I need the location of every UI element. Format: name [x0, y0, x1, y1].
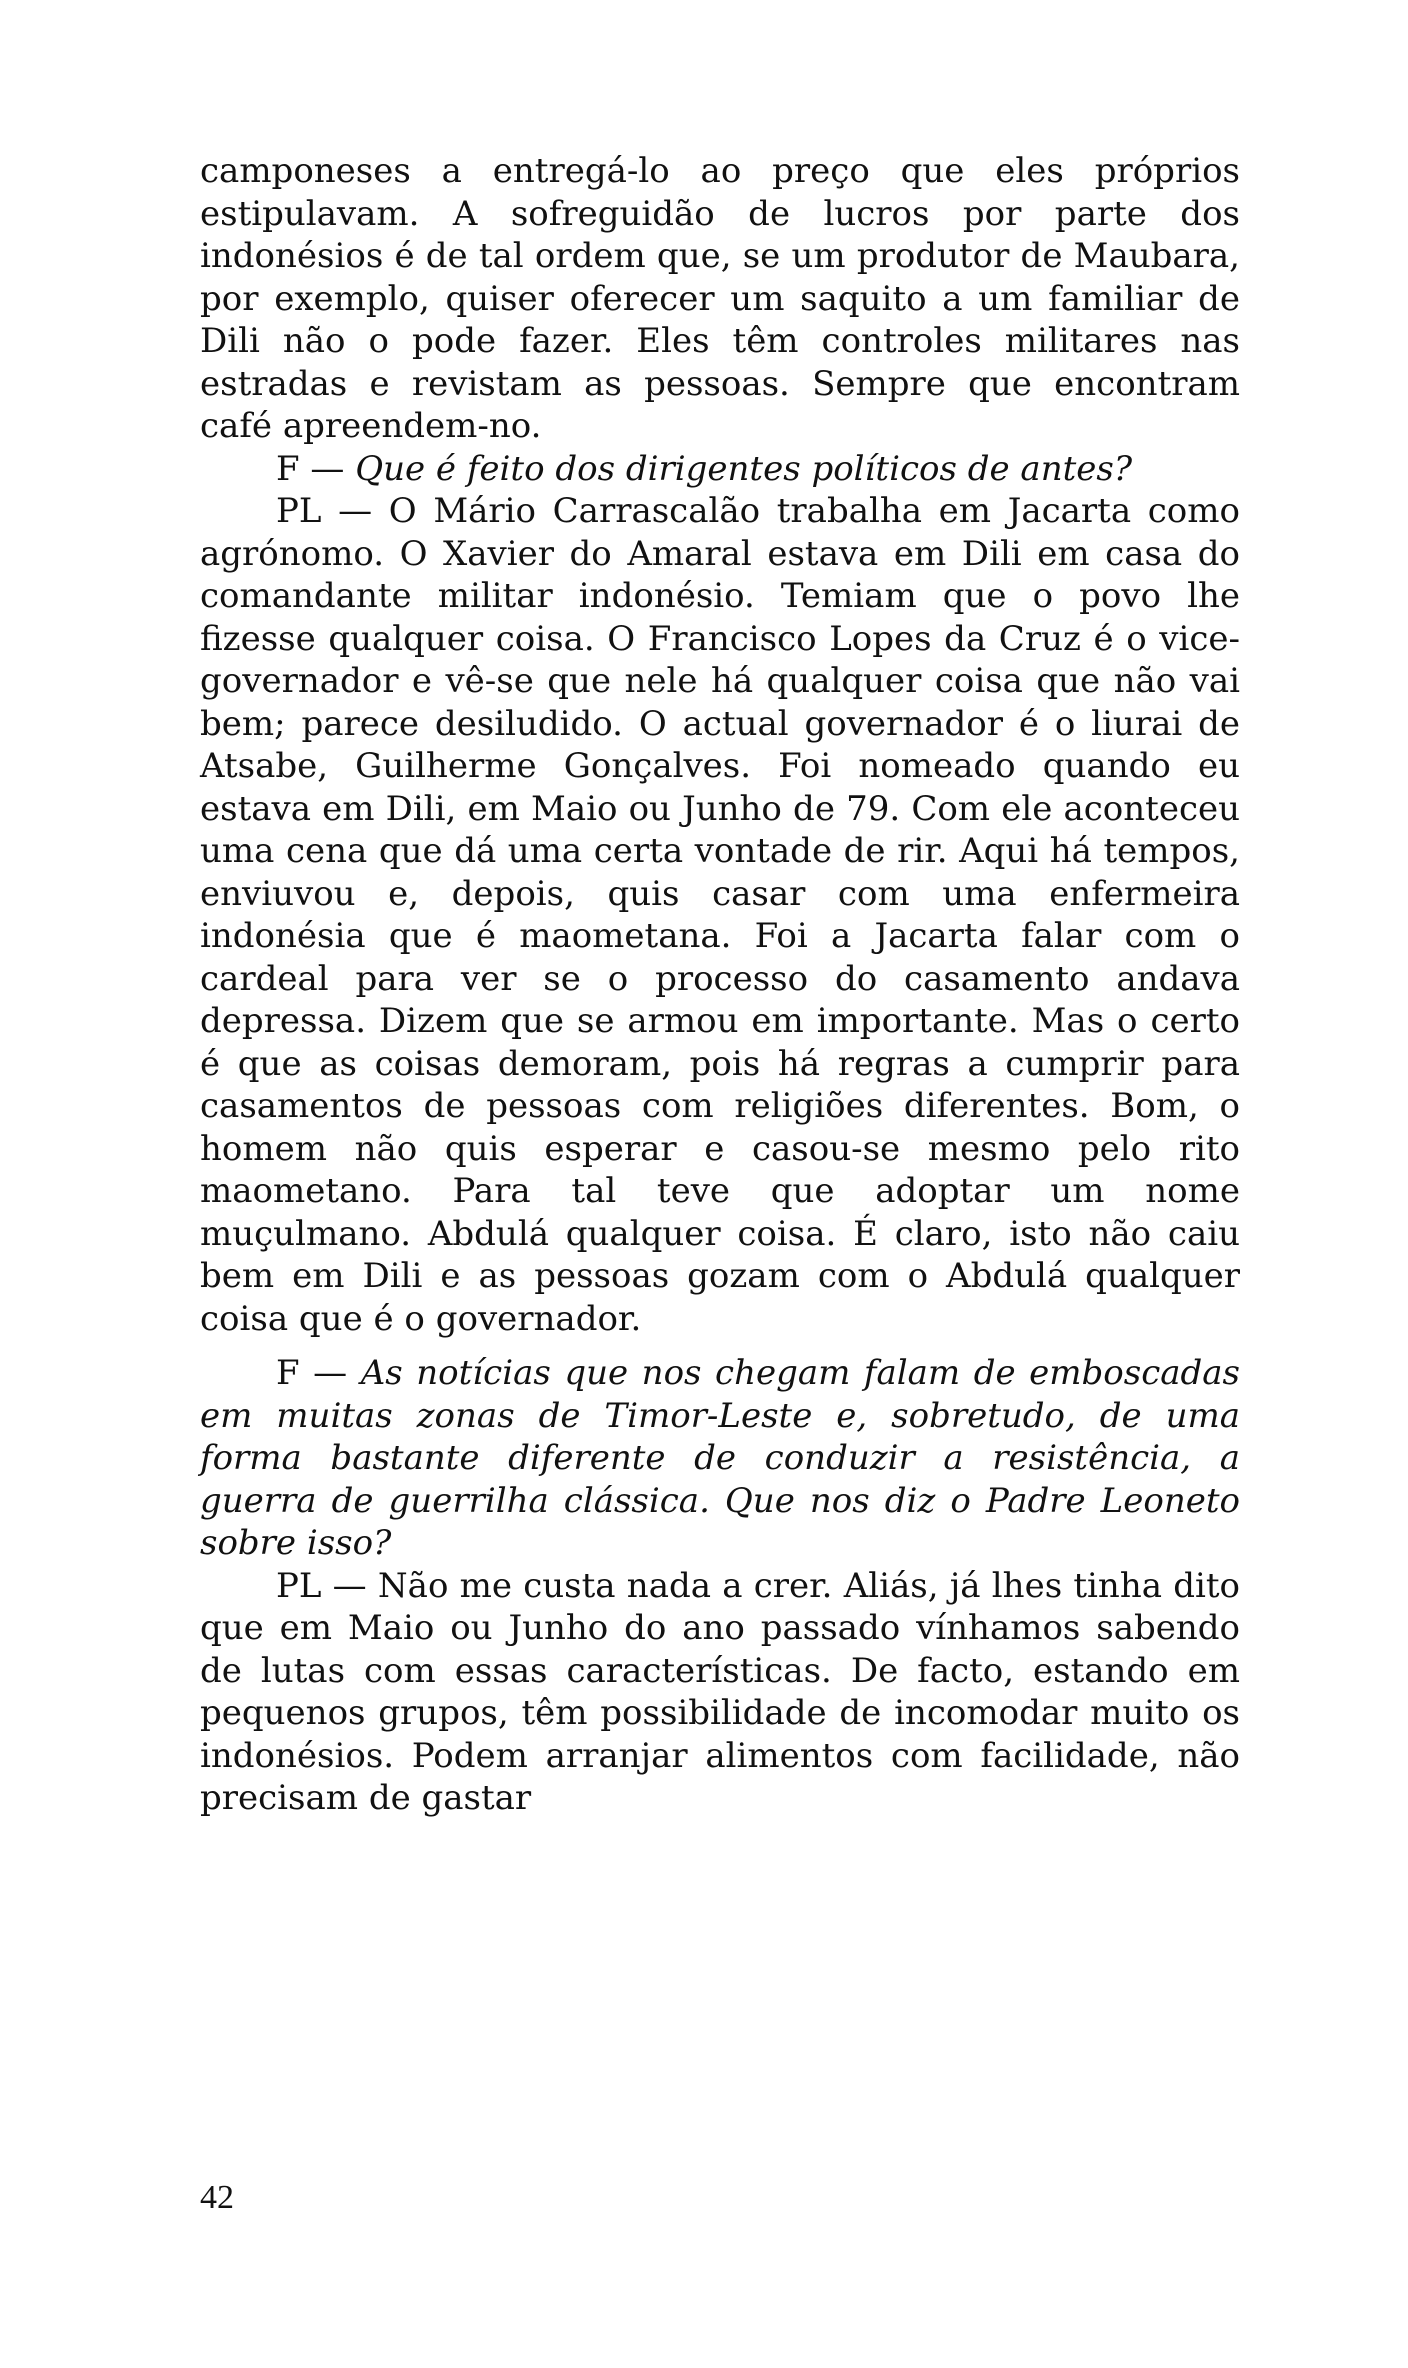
paragraph-text: O Mário Carrascalão trabalha em Jacarta como agrónomo. O Xavier do Amaral estava em Dili em casa do comandante militar indonésio. Temiam que o povo lhe fizesse qualquer coisa. O Francisco Lopes da Cruz é o vice-governador e vê-se que nele há qualquer coisa que não vai bem; parece desiludido. O actual governador é o liurai de Atsabe, Guilherme Gonçalves. Foi nomeado quando eu estava em Dili, em Maio ou Junho de 79. Com ele aconteceu uma cena que dá uma certa vontade de rir. Aqui há tempos, enviuvou e, depois, quis casar com uma enfermeira indonésia que é maometana. Foi a Jacarta falar com o cardeal para ver se o processo do casamento andava depressa. Dizem que se armou em importante. Mas o certo é que as coisas demoram, pois há regras a cumprir para casamentos de pessoas com religiões diferentes. Bom, o homem não quis esperar e casou-se mesmo pelo rito maometano. Para tal teve que adoptar um nome muçulmano. Abdulá qualquer coisa. É claro, isto não caiu bem em Dili e as pessoas gozam com o Abdulá qualquer coisa que é o governador.: [200, 491, 1240, 1339]
paragraph-text: Que é feito dos dirigentes políticos de antes?: [355, 448, 1133, 489]
speaker-label: F —: [276, 448, 356, 489]
speaker-label: F —: [276, 1353, 361, 1393]
page-number: 42: [200, 2179, 234, 2216]
paragraph-question-emboscadas: [200, 1352, 1240, 1565]
paragraph-text: camponeses a entregá-lo ao preço que eles próprios estipulavam. A sofreguidão de lucros por parte dos indonésios é de tal ordem que, se um produtor de Maubara, por exemplo, quiser oferecer um saquito a um familiar de Dili não o pode fazer. Eles têm controles militares nas estradas e revistam as pessoas. Sempre que encontram café apreendem-no.: [200, 151, 1240, 446]
paragraph-answer-emboscadas: [200, 1565, 1240, 1820]
page-body: [200, 150, 1240, 1820]
paragraph-question-dirigentes: [200, 448, 1240, 491]
paragraph-answer-dirigentes: [200, 490, 1240, 1340]
paragraph-continuation: [200, 150, 1240, 448]
paragraph-text: Não me custa nada a crer. Aliás, já lhes tinha dito que em Maio ou Junho do ano passado vínhamos sabendo de lutas com essas características. De facto, estando em pequenos grupos, têm possibilidade de incomodar muito os indonésios. Podem arranjar alimentos com facilidade, não precisam de gastar: [200, 1565, 1240, 1818]
paragraph-text: As notícias que nos chegam falam de emboscadas em muitas zonas de Timor-Leste e, sobretudo, de uma forma bastante diferente de conduzir a resistência, a guerra de guerrilha clássica. Que nos diz o Padre Leoneto sobre isso?: [200, 1353, 1240, 1563]
speaker-label: PL —: [276, 491, 389, 531]
speaker-label: PL —: [276, 1565, 378, 1606]
